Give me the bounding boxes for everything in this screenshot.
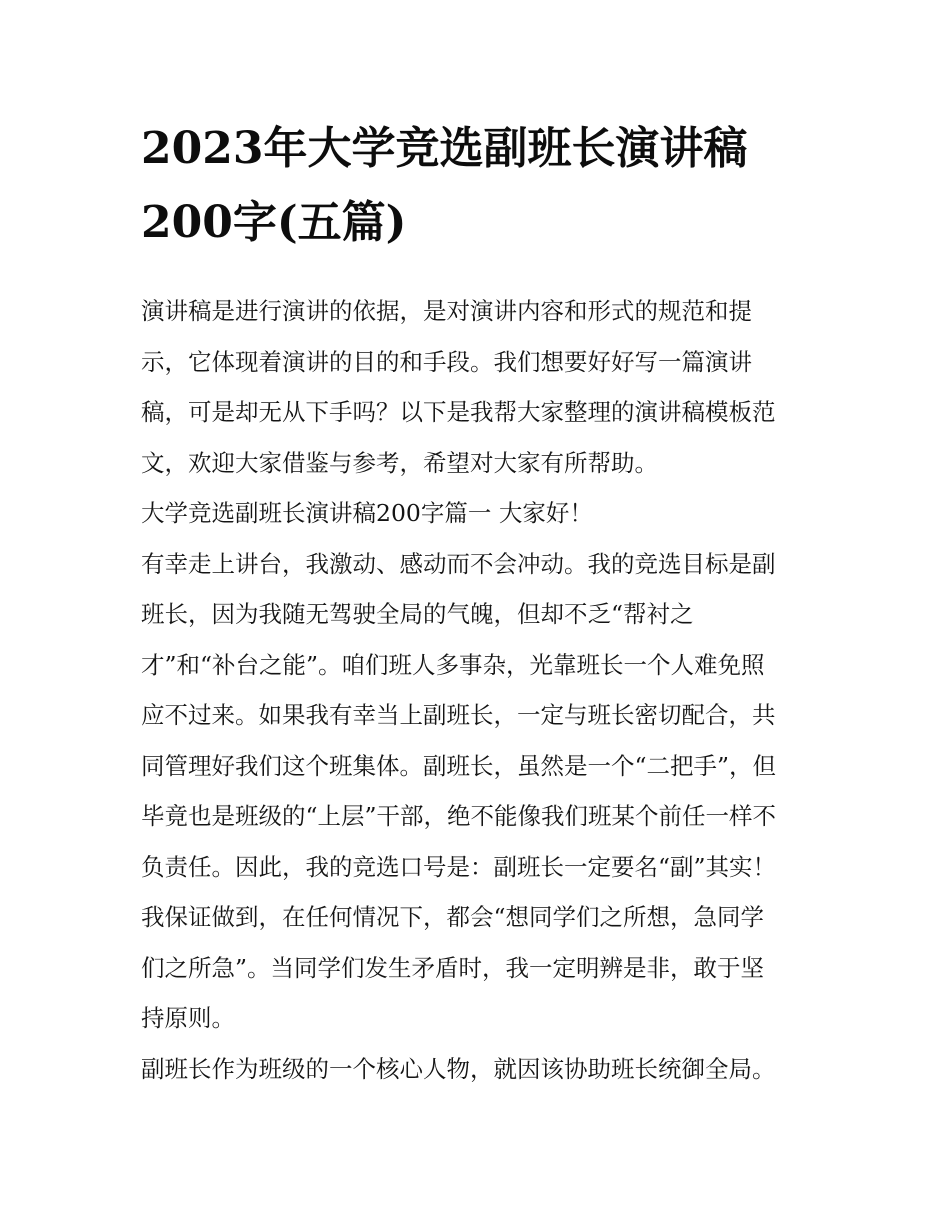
paragraph-line: 有幸走上讲台，我激动、感动而不会冲动。我的竞选目标是副 — [141, 549, 776, 578]
intro-line: 示，它体现着演讲的目的和手段。我们想要好好写一篇演讲 — [141, 347, 752, 376]
intro-line: 演讲稿是进行演讲的依据，是对演讲内容和形式的规范和提 — [141, 297, 752, 325]
paragraph-line: 应不过来。如果我有幸当上副班长，一定与班长密切配合，共 — [141, 701, 776, 729]
paragraph-line: 才”和“补台之能”。咱们班人多事杂，光靠班长一个人难免照 — [141, 650, 765, 679]
title-line-2: 200字(五篇) — [141, 197, 407, 248]
intro-paragraph — [141, 286, 813, 488]
speech-paragraph-2 — [141, 1044, 813, 1095]
speech-paragraph-1 — [141, 539, 813, 1044]
document-title — [141, 112, 813, 260]
section-heading-line: 大学竞选副班长演讲稿200字篇一 大家好！ — [141, 499, 593, 527]
section-heading — [141, 488, 813, 539]
title-line-1: 2023年大学竞选副班长演讲稿 — [141, 123, 748, 174]
paragraph-line: 班长，因为我随无驾驶全局的气魄，但却不乏“帮衬之 — [141, 600, 694, 628]
paragraph-line: 同管理好我们这个班集体。副班长，虽然是一个“二把手”，但 — [141, 751, 777, 780]
intro-line: 稿，可是却无从下手吗？以下是我帮大家整理的演讲稿模板范 — [141, 398, 776, 426]
paragraph-line: 毕竟也是班级的“上层”干部，绝不能像我们班某个前任一样不 — [141, 802, 777, 830]
document-body — [141, 286, 813, 1094]
paragraph-line: 我保证做到，在任何情况下，都会“想同学们之所想，急同学 — [141, 903, 765, 931]
document-page — [141, 112, 813, 1094]
paragraph-line: 们之所急”。当同学们发生矛盾时，我一定明辨是非，敢于坚 — [141, 953, 765, 982]
paragraph-line: 副班长作为班级的一个核心人物，就因该协助班长统御全局。 — [141, 1054, 776, 1083]
paragraph-line: 持原则。 — [141, 1004, 235, 1032]
intro-line: 文，欢迎大家借鉴与参考，希望对大家有所帮助。 — [141, 448, 658, 477]
paragraph-line: 负责任。因此，我的竞选口号是：副班长一定要名“副”其实！ — [141, 852, 777, 881]
